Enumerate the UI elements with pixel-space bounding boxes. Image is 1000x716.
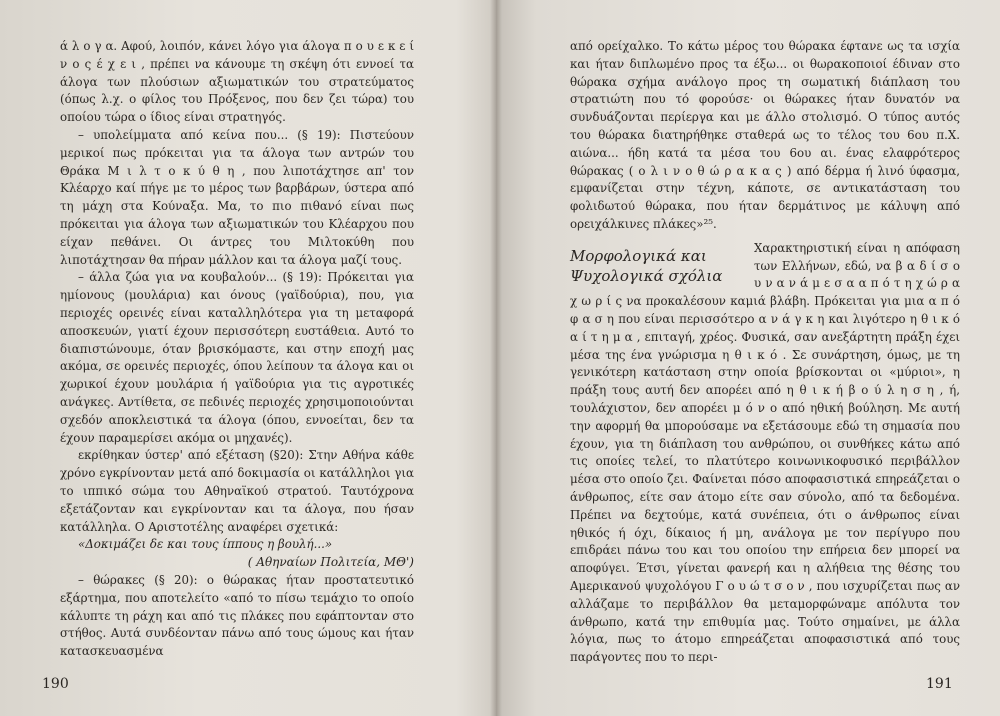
paragraph: – υπολείμματα από κείνα που... (§ 19): Πιστεύουν μερικοί πως πρόκειται για τα άλογα των αντρών του Θράκα Μ ι λ τ ο κ ύ θ η , που λιποτάχτησε απ' τον Κλέαρχο καί πήγε με το μέρος των βαρβάρων, ύστερα από τη μάχη στα Κούναξα. Μα, το πιο πιθανό είναι πως πρόκειται για άλογα των αξιωματικών του Κλέαρχου που είχαν πεθάνει. Οι άντρες του Μιλτοκύθη που λιποτάχτησαν θα πήραν μάλλον και τα άλογα μαζί τους.	[60, 127, 414, 267]
paragraph: εκρίθηκαν ύστερ' από εξέταση (§20): Στην Αθήνα κάθε χρόνο εγκρίνονταν μετά από δοκιμασία οι κατάλληλοι για το ιππικό σώμα του Αθηναϊκού στρατού. Ταυτόχρονα εξετάζονταν και εγκρίνονταν και τα άλογα, που ήσαν κατάλληλα. Ο Αριστοτέλης αναφέρει σχετικά:	[60, 448, 414, 534]
paragraph: ά λ ο γ α. Αφού, λοιπόν, κάνει λόγο για άλογα π ο υ ε κ ε ί ν ο ς έ χ ε ι , πρέπει να κάνουμε τη σκέψη ότι εννοεί τα άλογα των πλούσιων αξιωματικών του στρατεύματος (όπως λ.χ. ο φίλος του Πρόξενος, που δεν ζει τώρα) του οποίου τώρα ο ίδιος είναι στρατηγός.	[60, 39, 414, 125]
book-gutter	[490, 0, 502, 716]
quotation: «Δοκιμάζει δε και τους ίππους η βουλή...»	[78, 537, 333, 552]
right-text-column	[570, 38, 960, 667]
paragraph: – θώρακες (§ 20): ο θώρακας ήταν προστατευτικό εξάρτημα, που αποτελείτο «από το πίσω τεμάχιο το οποίο κάλυπτε τη ράχη και από τις πλάκες που εφάπτονταν στο στήθος. Αυτά συνδέονταν πάνω από τους ώμους και ήταν κατασκευασμένα	[60, 572, 414, 659]
left-text-column	[60, 38, 414, 661]
page-number-left: 190	[42, 676, 69, 692]
paragraph: Χαρακτηριστική είναι η απόφαση των Ελλήνων, εδώ, να β α δ ί σ ο υ ν α ν ά μ ε σ α α π ό τ η χ ώ ρ α χ ω ρ ί ς να προκαλέσουν καμιά βλάβη. Πρόκειται για μια α π ό φ α σ η που είναι περισσότερο α ν ά γ κ η και λιγότερο η θ ι κ ό α ί τ η μ α , επιταγή, χρέος. Φυσικά, σαν ανεξάρτητη πράξη έχει μέσα της ένα γνώρισμα η θ ι κ ό . Σε συνάρτηση, όμως, με τη γενικότερη κατάσταση στην οποία βρίσκονται οι «μύριοι», η πράξη τους αυτή δεν απορέει από η θ ι κ ή β ο ύ λ η σ η , ή, τουλάχιστον, δεν απορέει μ ό ν ο από ηθική βούληση. Με αυτή την αφορμή θα μπορούσαμε να εξετάσουμε εδώ τη σημασία που έχουν, για τη διάπλαση του ανθρώπου, οι συνθήκες κάτω από τις οποίες τελεί, το πλατύτερο κοινωνικοφυσικό περιβάλλον μέσα στο οποίο ζει. Φαίνεται πόσο αποφασιστικά επηρεάζεται ο άνθρωπος, είτε σαν άτομο είτε σαν σύνολο, από τα δεδομένα. Πρέπει να δεχτούμε, κατά συνέπεια, ότι ο άνθρωπος είναι ηθικός ή όχι, δίκαιος ή μη, ανάλογα με τον περίγυρο που επιδράει πάνω του και του οποίου την επήρεια δεν μπορεί να αποφύγει. Έτσι, γίνεται φανερή και η αλήθεια της θέσης του Αμερικανού ψυχολόγου Γ ο υ ώ τ σ ο ν , που ισχυρίζεται πως αν αλλάζαμε το περιβάλλον θα μεταμορφώναμε απόλυτα τον άνθρωπο, κατά την επιθυμία μας. Τούτο σημαίνει, με άλλα λόγια, πως το άτομο επηρεάζεται αποφασιστικά από τους παράγοντες που το περι-	[570, 240, 960, 665]
paragraph: – άλλα ζώα για να κουβαλούν... (§ 19): Πρόκειται για ημίονους (μουλάρια) και όνους (γαϊδούρια), που, για περιοχές ορεινές είναι καταλληλότερα για τη μεταφορά αποσκευών, γιατί έχουν περισσότερη ευστάθεια. Αυτό το διαπιστώνουμε, όταν βρισκόμαστε, και στην εποχή μας ακόμα, σε ορεινές περιοχές, όπου λείπουν τα άλογα και οι χωρικοί έχουν μουλάρια ή γαϊδούρια για τις αγροτικές ανάγκες. Αντίθετα, σε πεδινές περιοχές χρησιμοποιούνται σχεδόν αποκλειστικά τα άλογα (όπου, εννοείται, δεν τα έχουν παραμερίσει ακόμα οι μηχανές).	[60, 270, 414, 445]
paragraph: από ορείχαλκο. Το κάτω μέρος του θώρακα έφτανε ως τα ισχία και ήταν διπλωμένο προς τα έξω... οι θωρακοποιοί έδιναν στο θώρακα σχήμα ανάλογο προς τη σωματική διάπλαση του στρατιώτη που τό φορούσε· οι θώρακες ήταν δυνατόν να συνδυάζονται περίεργα και με άλλο στολισμό. Ο τύπος αυτός του θώρακα διατηρήθηκε σταθερά ως το τέλος του 6ου π.Χ. αιώνα... ήδη κατά τα μέσα του 6ου αι. ένας ελαφρότερος θώρακας ( ο λ ι ν ο θ ώ ρ α κ α ς ) από δέρμα ή λινό ύφασμα, εμφανίζεται στην τέχνη, κάποτε, σε αντικατάσταση του φολιδωτού θώρακα, που ήταν δερμάτινος με κάλυψη από ορειχάλκινες πλάκες»²⁵.	[570, 39, 960, 231]
page-number-right: 191	[926, 676, 953, 692]
section-heading: Μορφολογικά και Ψυχολογικά σχόλια	[570, 246, 723, 285]
quotation-source: ( Αθηναίων Πολιτεία, ΜΘ')	[247, 555, 414, 570]
